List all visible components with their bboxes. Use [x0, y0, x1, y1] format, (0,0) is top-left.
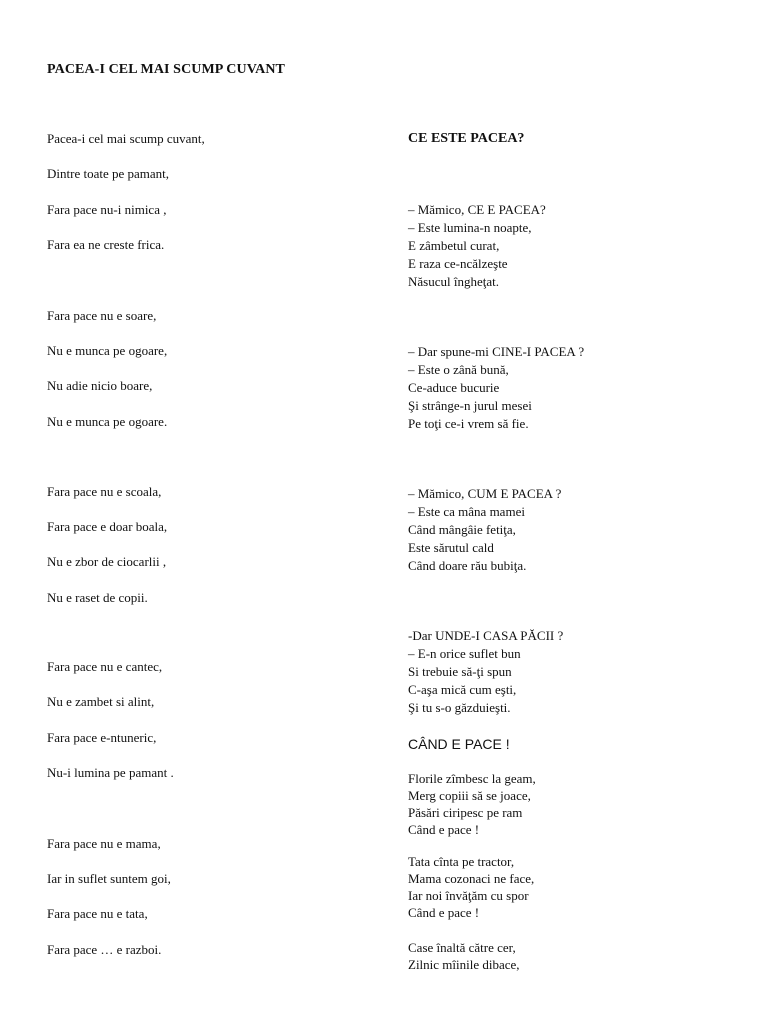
left-poem-line: Fara pace nu e soare,: [47, 308, 157, 323]
right-poem-line: Este sărutul cald: [408, 540, 494, 555]
right-poem-line: Si trebuie să-ţi spun: [408, 664, 512, 679]
right-poem-line: – E-n orice suflet bun: [408, 646, 521, 661]
left-poem-line: Pacea-i cel mai scump cuvant,: [47, 131, 205, 146]
right-poem-line: Iar noi învăţăm cu spor: [408, 888, 529, 903]
right-poem-line: Când doare rău bubiţa.: [408, 558, 527, 573]
left-poem-line: Iar in suflet suntem goi,: [47, 871, 171, 886]
right-poem-line: – Mămico, CUM E PACEA ?: [408, 486, 562, 501]
right-poem-line: Florile zîmbesc la geam,: [408, 771, 536, 786]
right-poem-line: Şi strânge-n jurul mesei: [408, 398, 532, 413]
page-title: PACEA-I CEL MAI SCUMP CUVANT: [47, 62, 285, 77]
left-poem-line: Fara pace e-ntuneric,: [47, 730, 157, 745]
right-poem-line: – Dar spune-mi CINE-I PACEA ?: [408, 344, 585, 359]
right-poem-line: C-aşa mică cum eşti,: [408, 682, 517, 697]
right-heading: CE ESTE PACEA?: [408, 131, 525, 146]
left-poem-line: Nu e zambet si alint,: [47, 694, 155, 709]
left-poem-line: Fara pace nu e mama,: [47, 836, 161, 851]
right-poem-line: E zâmbetul curat,: [408, 238, 500, 253]
right-poem-line: – Este lumina-n noapte,: [408, 220, 532, 235]
left-poem-line: Nu adie nicio boare,: [47, 378, 153, 393]
right-poem-line: Când e pace !: [408, 822, 480, 837]
right-poem-line: – Este o zână bună,: [408, 362, 509, 377]
right-poem-line: Ce-aduce bucurie: [408, 380, 500, 395]
right-poem-line: Şi tu s-o găzduieşti.: [408, 700, 511, 715]
right-poem-line: -Dar UNDE-I CASA PĂCII ?: [408, 628, 564, 643]
left-poem-line: Nu e munca pe ogoare,: [47, 343, 168, 358]
right-poem-line: Mama cozonaci ne face,: [408, 871, 535, 886]
right-poem-line: – Este ca mâna mamei: [408, 504, 525, 519]
left-poem-line: Fara pace e doar boala,: [47, 519, 168, 534]
left-poem-line: Fara pace … e razboi.: [47, 942, 162, 957]
left-poem-line: Fara pace nu-i nimica ,: [47, 202, 167, 217]
left-poem-line: Nu e raset de copii.: [47, 590, 148, 605]
left-poem-line: Nu e munca pe ogoare.: [47, 414, 168, 429]
left-poem-line: Nu-i lumina pe pamant .: [47, 765, 174, 780]
right-poem-line: Când mângâie fetiţa,: [408, 522, 516, 537]
second-heading: CÂND E PACE !: [408, 736, 510, 752]
right-poem-line: Merg copiii să se joace,: [408, 788, 531, 803]
right-poem-line: Când e pace !: [408, 905, 480, 920]
left-poem-line: Fara pace nu e cantec,: [47, 659, 163, 674]
right-poem-line: Păsări ciripesc pe ram: [408, 805, 523, 820]
right-poem-line: E raza ce-ncălzeşte: [408, 256, 508, 271]
right-poem-line: Zilnic mîinile dibace,: [408, 957, 520, 972]
left-poem-line: Fara pace nu e tata,: [47, 906, 148, 921]
right-poem-line: Case înaltă către cer,: [408, 940, 516, 955]
left-poem-line: Nu e zbor de ciocarlii ,: [47, 554, 167, 569]
right-poem-line: Pe toţi ce-i vrem să fie.: [408, 416, 529, 431]
right-poem-line: – Mămico, CE E PACEA?: [408, 202, 546, 217]
left-poem-line: Dintre toate pe pamant,: [47, 166, 170, 181]
right-poem-line: Năsucul îngheţat.: [408, 274, 499, 289]
left-poem-line: Fara ea ne creste frica.: [47, 237, 165, 252]
right-poem-line: Tata cînta pe tractor,: [408, 854, 515, 869]
left-poem-line: Fara pace nu e scoala,: [47, 484, 162, 499]
